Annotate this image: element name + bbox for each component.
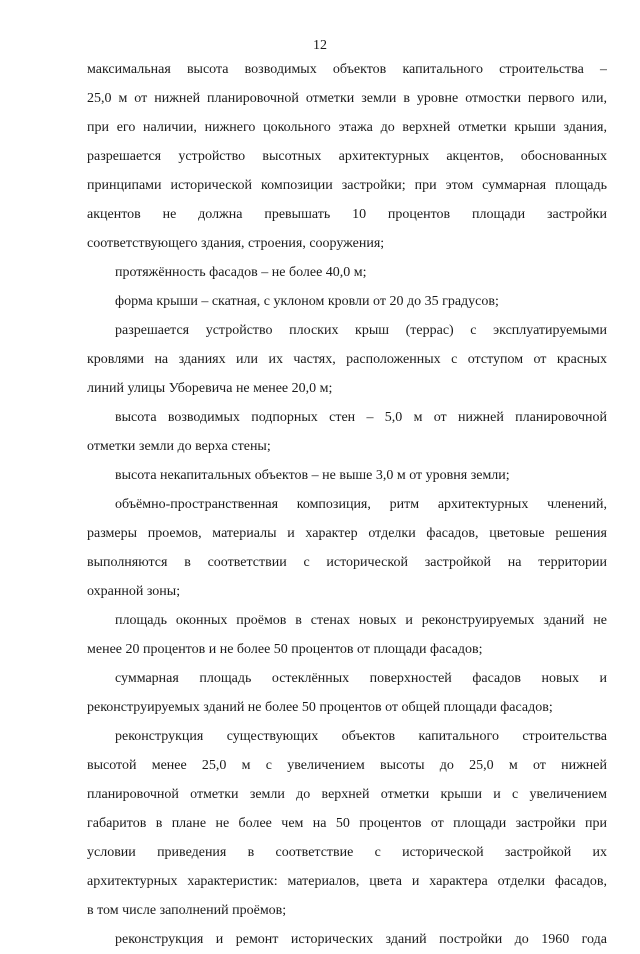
text-line: реконструкция и ремонт исторических зданий постройки до 1960 года — [115, 932, 607, 947]
text-line: принципами исторической композиции застройки; при этом суммарная площадь — [87, 178, 607, 193]
text-line: реконструируемых зданий не более 50 процентов от общей площади фасадов; — [87, 700, 553, 715]
text-line: акцентов не должна превышать 10 процентов площади застройки — [87, 207, 607, 222]
text-line: кровлями на зданиях или их частях, расположенных с отступом от красных — [87, 352, 607, 367]
text-line: при его наличии, нижнего цокольного этажа до верхней отметки крыши здания, — [87, 120, 607, 135]
paragraph — [87, 722, 607, 925]
text-line: 25,0 м от нижней планировочной отметки земли в уровне отмостки первого или, — [87, 91, 607, 106]
text-line: размеры проемов, материалы и характер отделки фасадов, цветовые решения — [87, 526, 607, 541]
paragraph — [87, 664, 607, 722]
text-line: архитектурных характеристик: материалов, цвета и характера отделки фасадов, — [87, 874, 607, 889]
text-line: разрешается устройство плоских крыш (террас) с эксплуатируемыми — [115, 323, 607, 338]
paragraph — [87, 258, 607, 287]
text-line: суммарная площадь остеклённых поверхностей фасадов новых и — [115, 671, 607, 686]
text-line: высота некапитальных объектов – не выше 3,0 м от уровня земли; — [115, 468, 510, 483]
text-line: габаритов в плане не более чем на 50 процентов от площади застройки при — [87, 816, 607, 831]
text-line: форма крыши – скатная, с уклоном кровли от 20 до 35 градусов; — [115, 294, 499, 309]
document-body — [87, 55, 607, 954]
text-line: планировочной отметки земли до верхней отметки крыши и с увеличением — [87, 787, 607, 802]
text-line: линий улицы Уборевича не менее 20,0 м; — [87, 381, 333, 396]
paragraph — [87, 461, 607, 490]
text-line: площадь оконных проёмов в стенах новых и реконструируемых зданий не — [115, 613, 607, 628]
paragraph — [87, 316, 607, 403]
text-line: протяжённость фасадов – не более 40,0 м; — [115, 265, 367, 280]
paragraph — [87, 606, 607, 664]
text-line: выполняются в соответствии с исторической застройкой на территории — [87, 555, 607, 570]
text-line: условии приведения в соответствие с исторической застройкой их — [87, 845, 607, 860]
paragraph — [87, 55, 607, 258]
paragraph — [87, 490, 607, 606]
paragraph — [87, 403, 607, 461]
text-line: высотой менее 25,0 м с увеличением высоты до 25,0 м от нижней — [87, 758, 607, 773]
page-number: 12 — [313, 38, 327, 53]
paragraph — [87, 925, 607, 954]
text-line: реконструкция существующих объектов капитального строительства — [115, 729, 607, 744]
paragraph — [87, 287, 607, 316]
text-line: отметки земли до верха стены; — [87, 439, 271, 454]
text-line: в том числе заполнений проёмов; — [87, 903, 287, 918]
text-line: высота возводимых подпорных стен – 5,0 м от нижней планировочной — [115, 410, 607, 425]
text-line: объёмно-пространственная композиция, ритм архитектурных членений, — [115, 497, 607, 512]
text-line: соответствующего здания, строения, сооружения; — [87, 236, 385, 251]
text-line: охранной зоны; — [87, 584, 181, 599]
text-line: максимальная высота возводимых объектов капитального строительства – — [87, 62, 607, 77]
text-line: разрешается устройство высотных архитектурных акцентов, обоснованных — [87, 149, 607, 164]
text-line: менее 20 процентов и не более 50 процентов от площади фасадов; — [87, 642, 483, 657]
